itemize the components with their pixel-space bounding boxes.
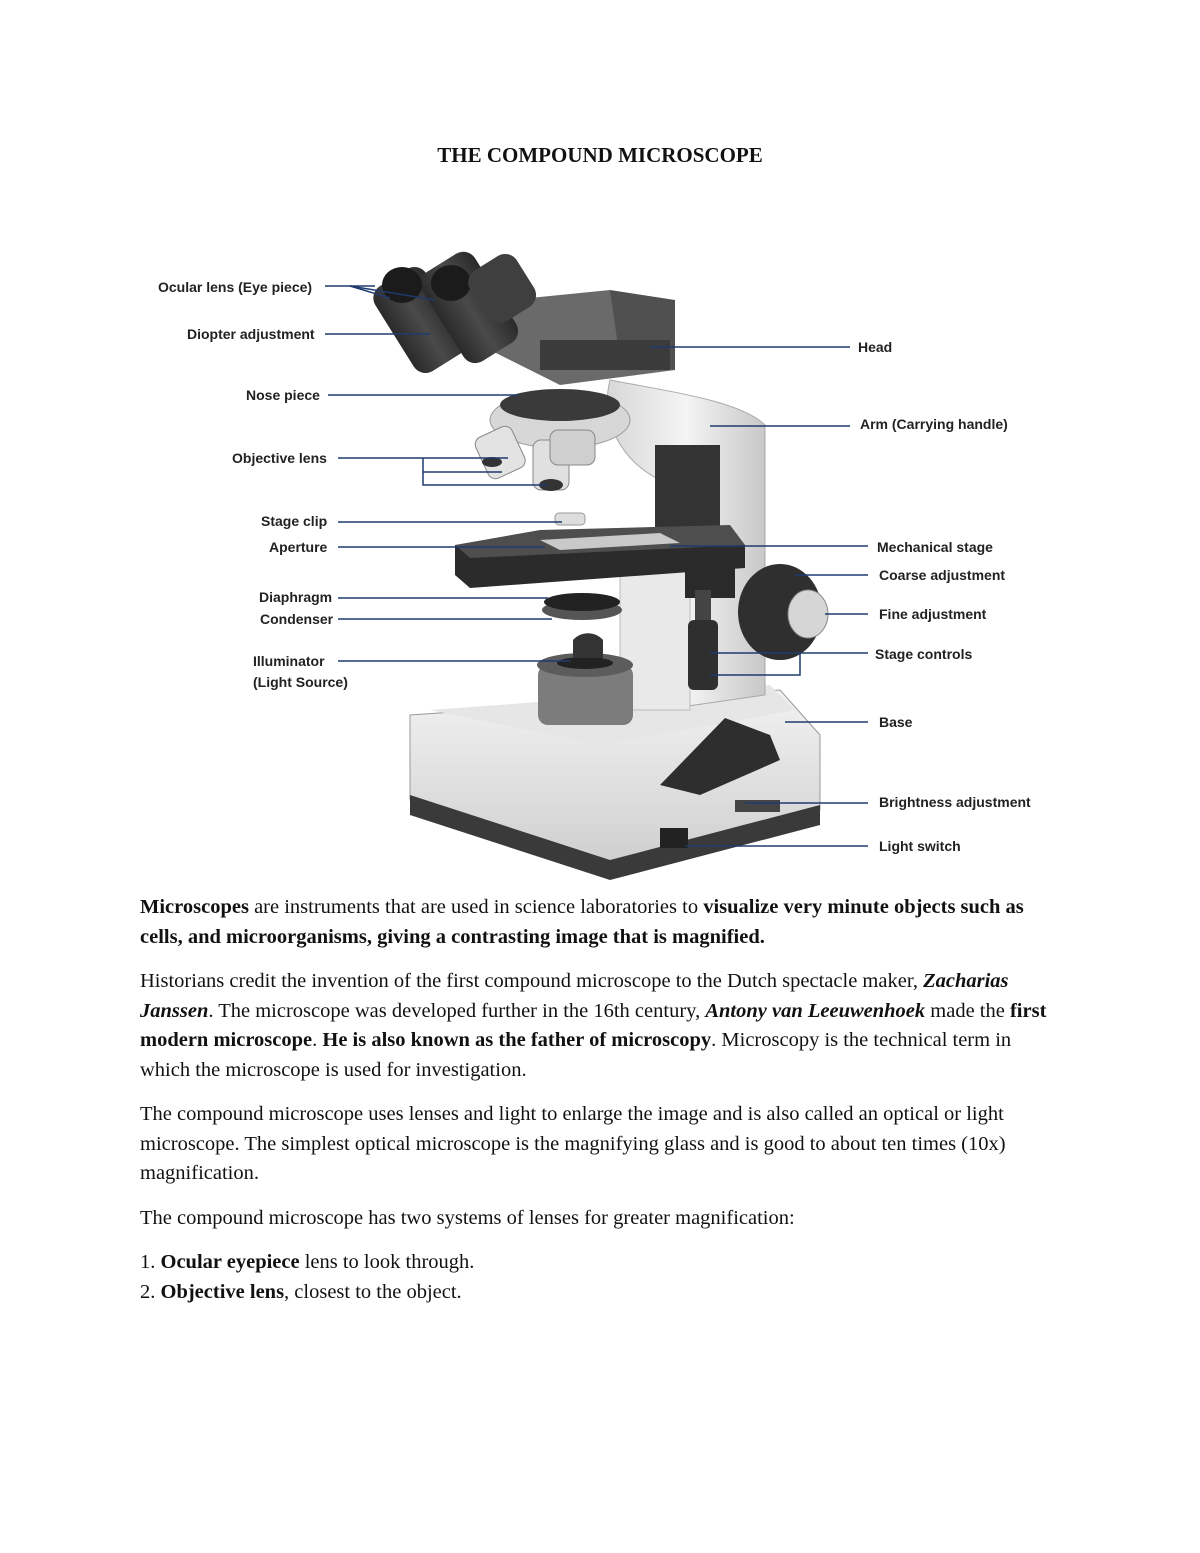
label-light-source: (Light Source) xyxy=(253,674,348,690)
label-mechanical-stage: Mechanical stage xyxy=(877,539,993,555)
label-fine-adjustment: Fine adjustment xyxy=(879,606,987,622)
paragraph-history: Historians credit the invention of the first compound microscope to the Dutch spectacle maker, Zacharias Janssen. The microscope was developed further in the 16th century, Antony van Leeuwenhoek made the first modern microscope. He is also known as the father of microscopy. Microscopy is the technical term in which the microscope is used for investigation. xyxy=(140,970,1047,1081)
microscope-diagram xyxy=(140,240,1060,880)
label-nose-piece: Nose piece xyxy=(246,387,320,403)
label-objective-lens: Objective lens xyxy=(232,450,327,466)
name-leeuwenhoek: Antony van Leeuwenhoek xyxy=(705,999,926,1022)
lens-list xyxy=(140,1248,1065,1307)
label-head: Head xyxy=(858,339,893,355)
label-ocular-lens: Ocular lens (Eye piece) xyxy=(158,279,313,295)
label-arm: Arm (Carrying handle) xyxy=(860,416,1008,432)
condenser-shape xyxy=(542,593,622,620)
label-condenser: Condenser xyxy=(260,611,334,627)
label-aperture: Aperture xyxy=(269,539,328,555)
label-base: Base xyxy=(879,714,913,730)
paragraph-intro: Microscopes are instruments that are used in science laboratories to visualize very minute objects such as cells, and microorganisms, giving a contrasting image that is magnified. xyxy=(140,896,1024,948)
label-diaphragm: Diaphragm xyxy=(259,589,333,605)
list-item: 2. Objective lens, closest to the object. xyxy=(140,1280,462,1303)
list-item: 1. Ocular eyepiece lens to look through. xyxy=(140,1251,475,1273)
nosepiece-shape xyxy=(473,389,630,491)
document-body xyxy=(140,893,1065,1307)
label-stage-controls: Stage controls xyxy=(875,646,973,662)
label-coarse-adjustment: Coarse adjustment xyxy=(879,567,1006,583)
label-stage-clip: Stage clip xyxy=(261,513,328,529)
microscope-illustration xyxy=(140,240,1060,880)
paragraph-compound: The compound microscope uses lenses and light to enlarge the image and is also called an optical or light microscope. The simplest optical microscope is the magnifying glass and is good to about ten times (10x) magnification. xyxy=(140,1103,1006,1184)
label-light-switch: Light switch xyxy=(879,838,961,854)
name-zacharias-janssen: Zacharias Janssen xyxy=(140,970,1009,1022)
illuminator-shape xyxy=(537,633,633,725)
stage-shape xyxy=(455,513,745,598)
page-title: THE COMPOUND MICROSCOPE xyxy=(437,143,763,167)
term-microscopes: Microscopes xyxy=(140,896,249,918)
label-brightness-adjustment: Brightness adjustment xyxy=(879,794,1031,810)
label-diopter-adjustment: Diopter adjustment xyxy=(187,326,315,342)
label-illuminator: Illuminator xyxy=(253,653,325,669)
focus-knobs-shape xyxy=(738,564,828,660)
paragraph-lens-systems: The compound microscope has two systems of lenses for greater magnification: xyxy=(140,1206,795,1229)
